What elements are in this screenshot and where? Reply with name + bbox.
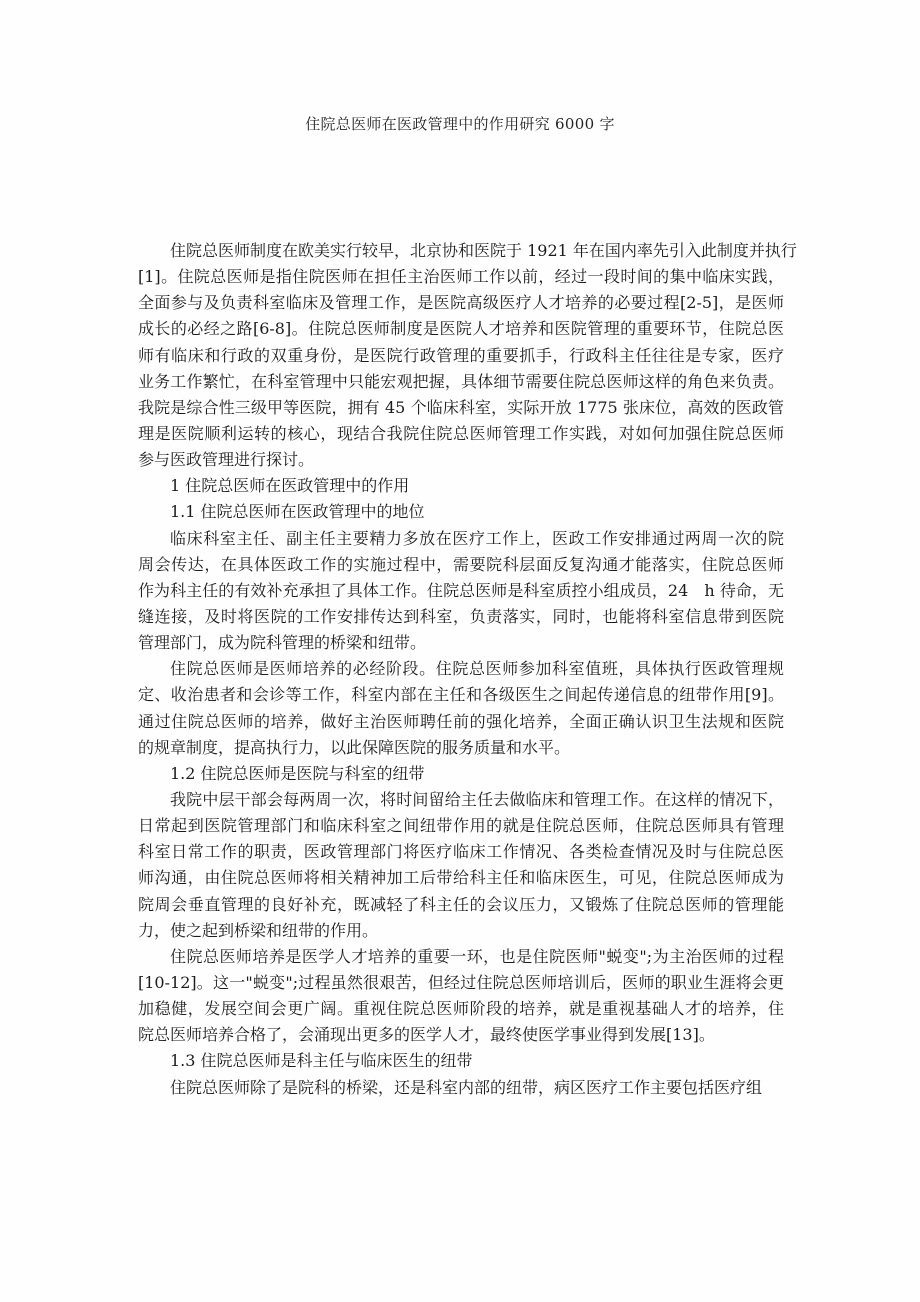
paragraph-line: 通过住院总医师的培养，做好主治医师聘任前的强化培养，全面正确认识卫生法规和医院 [138, 711, 784, 731]
section-heading: 1 住院总医师在医政管理中的作用 [170, 476, 410, 496]
paragraph-line: 的规章制度，提高执行力，以此保障医院的服务质量和水平。 [138, 737, 571, 757]
paragraph-line: 力，使之起到桥梁和纽带的作用。 [138, 920, 379, 940]
paragraph-line: 全面参与及负责科室临床及管理工作，是医院高级医疗人才培养的必要过程[2-5]，是医师 [138, 293, 784, 313]
paragraph-line: [10-12]。这一"蜕变";过程虽然很艰苦，但经过住院总医师培训后，医师的职业生涯将会更 [138, 972, 784, 992]
document-title: 住院总医师在医政管理中的作用研究 6000 字 [305, 115, 615, 133]
subsection-heading: 1.1 住院总医师在医政管理中的地位 [170, 502, 425, 522]
paragraph-line: 业务工作繁忙，在科室管理中只能宏观把握，具体细节需要住院总医师这样的角色来负责。 [138, 371, 784, 391]
paragraph-line: 我院中层干部会每两周一次，将时间留给主任去做临床和管理工作。在这样的情况下， [170, 789, 784, 809]
subsection-heading: 1.2 住院总医师是医院与科室的纽带 [170, 763, 425, 783]
paragraph-line: 作为科主任的有效补充承担了具体工作。住院总医师是科室质控小组成员，24 h 待命，无 [138, 580, 784, 600]
paragraph-line: 定、收治患者和会诊等工作，科室内部在主任和各级医生之间起传递信息的纽带作用[9]。 [138, 685, 784, 705]
paragraph-line: 我院是综合性三级甲等医院，拥有 45 个临床科室，实际开放 1775 张床位，高效的医政管 [138, 397, 784, 417]
subsection-heading: 1.3 住院总医师是科主任与临床医生的纽带 [170, 1051, 473, 1071]
paragraph-line: 住院总医师制度在欧美实行较早，北京协和医院于 1921 年在国内率先引入此制度并执行 [170, 241, 797, 260]
paragraph-line: 周会传达，在具体医政工作的实施过程中，需要院科层面反复沟通才能落实，住院总医师 [138, 554, 784, 574]
paragraph-line: 缝连接，及时将医院的工作安排传达到科室，负责落实，同时，也能将科室信息带到医院 [138, 606, 784, 626]
paragraph-line: 管理部门，成为院科管理的桥梁和纽带。 [138, 633, 427, 653]
paragraph-line: 科室日常工作的职责，医政管理部门将医疗临床工作情况、各类检查情况及时与住院总医 [138, 842, 784, 862]
paragraph-line: 参与医政管理进行探讨。 [138, 450, 315, 470]
document-body [138, 238, 797, 1101]
paragraph-line: 院周会垂直管理的良好补充，既减轻了科主任的会议压力，又锻炼了住院总医师的管理能 [138, 894, 784, 914]
paragraph-line: 住院总医师除了是院科的桥梁，还是科室内部的纽带，病区医疗工作主要包括医疗组 [170, 1077, 763, 1097]
paragraph-line: 日常起到医院管理部门和临床科室之间纽带作用的就是住院总医师，住院总医师具有管理 [138, 816, 784, 836]
paragraph-line: 师沟通，由住院总医师将相关精神加工后带给科主任和临床医生，可见，住院总医师成为 [138, 868, 784, 888]
paragraph-line: 理是医院顺利运转的核心，现结合我院住院总医师管理工作实践，对如何加强住院总医师 [138, 423, 784, 443]
paragraph-line: 住院总医师是医师培养的必经阶段。住院总医师参加科室值班，具体执行医政管理规 [170, 659, 784, 679]
paragraph-line: 临床科室主任、副主任主要精力多放在医疗工作上，医政工作安排通过两周一次的院 [170, 528, 784, 548]
paragraph-line: 加稳健，发展空间会更广阔。重视住院总医师阶段的培养，就是重视基础人才的培养，住 [138, 999, 784, 1019]
paragraph-line: 成长的必经之路[6-8]。住院总医师制度是医院人才培养和医院管理的重要环节，住院总医 [138, 319, 784, 339]
paragraph-line: 院总医师培养合格了，会涌现出更多的医学人才，最终使医学事业得到发展[13]。 [138, 1025, 715, 1045]
paragraph-line: 师有临床和行政的双重身份，是医院行政管理的重要抓手，行政科主任往往是专家，医疗 [138, 345, 784, 365]
paragraph-line: [1]。住院总医师是指住院医师在担任主治医师工作以前，经过一段时间的集中临床实践， [138, 267, 784, 287]
paragraph-line: 住院总医师培养是医学人才培养的重要一环，也是住院医师"蜕变";为主治医师的过程 [170, 946, 784, 966]
